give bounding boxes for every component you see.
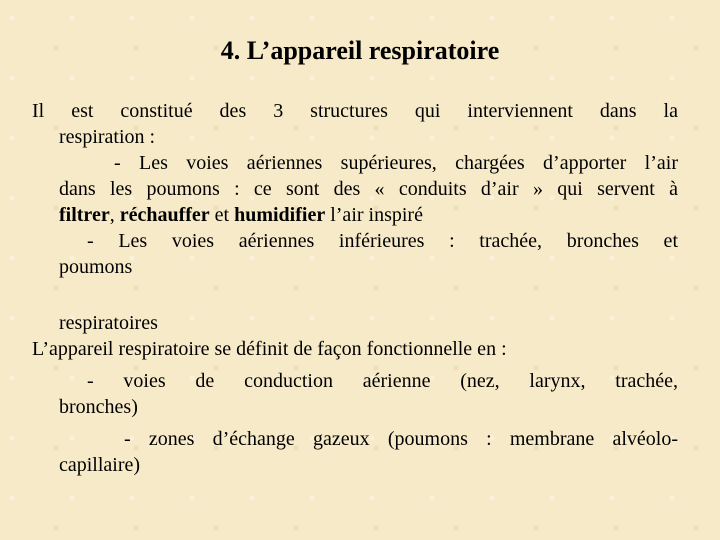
lower-airways-line-1: - Les voies aériennes inférieures : trachée, bronches et: [87, 230, 678, 252]
filter-word: filtrer: [59, 204, 110, 226]
upper-airways-tail: l’air inspiré: [325, 204, 423, 226]
conduction-line-2: bronches): [59, 396, 138, 418]
slide-body: [32, 98, 678, 478]
slide-title: 4. L’appareil respiratoire: [220, 36, 500, 65]
functional-definition: L’appareil respiratoire se définit de façon fonctionnelle en :: [32, 338, 507, 360]
humidify-word: humidifier: [234, 204, 326, 226]
upper-airways-line-2: dans les poumons : ce sont des « conduits d’air » qui servent à: [59, 178, 678, 200]
warm-word: réchauffer: [119, 204, 210, 226]
respiratory-word: respiratoires: [59, 312, 158, 334]
intro-line-2: respiration :: [59, 126, 156, 148]
separator: et: [209, 204, 235, 226]
lower-airways-line-2: poumons: [59, 256, 133, 278]
exchange-line-1: - zones d’échange gazeux (poumons : membrane alvéolo-: [124, 428, 678, 450]
upper-airways-line-1: - Les voies aériennes supérieures, chargées d’apporter l’air: [114, 152, 678, 174]
conduction-line-1: - voies de conduction aérienne (nez, larynx, trachée,: [87, 370, 678, 392]
upper-airways-line-3: [32, 202, 678, 228]
exchange-line-2: capillaire): [59, 454, 141, 476]
separator: ,: [109, 204, 120, 226]
intro-line-1: Il est constitué des 3 structures qui interviennent dans la: [32, 100, 678, 122]
